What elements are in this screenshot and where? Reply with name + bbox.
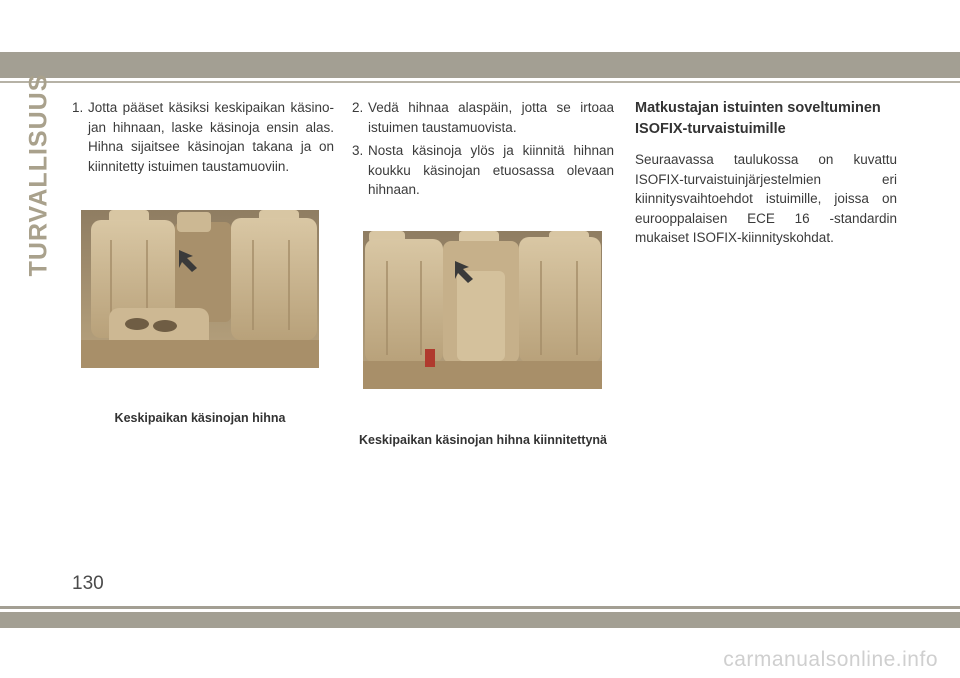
header-rule <box>0 81 960 83</box>
watermark: carmanualsonline.info <box>723 648 938 671</box>
column-right <box>635 98 897 248</box>
rear-seat-illustration <box>81 210 319 368</box>
step-1 <box>72 98 334 176</box>
step-2 <box>352 98 614 137</box>
header-band <box>0 52 960 78</box>
section-tab-label: TURVALLISUUS <box>24 73 53 277</box>
footer-band <box>0 612 960 628</box>
section-heading: Matkustajan istuinten soveltuminen ISOFIX-turvaistuimille <box>635 100 881 137</box>
step-text: Nosta käsinoja ylös ja kiinnitä hihnan koukku käsinojan etuosassa olevaan hihnaan. <box>368 143 614 197</box>
column-left <box>72 98 334 180</box>
section-tab <box>24 73 54 277</box>
photo-caption: Keskipaikan käsinojan hihna kiinnitettynä <box>359 433 607 447</box>
step-text: Jotta pääset käsiksi keskipaikan käsinojan hihnaan, laske käsinoja ensin alas. Hihna sijaitsee käsinojan takana ja on kiinnitetty istuimen taustamuoviin. <box>88 100 334 174</box>
photo-caption: Keskipaikan käsinojan hihna <box>114 411 286 425</box>
step-number: 3. <box>352 143 364 158</box>
photo-armrest-strap <box>81 210 319 368</box>
step-number: 2. <box>352 100 364 115</box>
step-number: 1. <box>72 100 84 115</box>
body-paragraph: Seuraavassa taulukossa on kuvattu ISOFIX-turvaistuinjärjestelmien eri kiinnitysvaihtoehdot istuimille, joissa on eurooppalaisen ECE 16 -standardin mukaiset ISOFIX-kiinnityskohdat. <box>635 152 897 245</box>
column-middle <box>352 98 614 204</box>
rear-seat-illustration <box>363 231 602 389</box>
footer-rule <box>0 606 960 609</box>
page-number: 130 <box>72 573 104 594</box>
step-text: Vedä hihnaa alaspäin, jotta se irtoaa istuimen taustamuovista. <box>368 100 614 135</box>
step-3 <box>352 141 614 200</box>
photo-armrest-strap-attached <box>363 231 602 389</box>
